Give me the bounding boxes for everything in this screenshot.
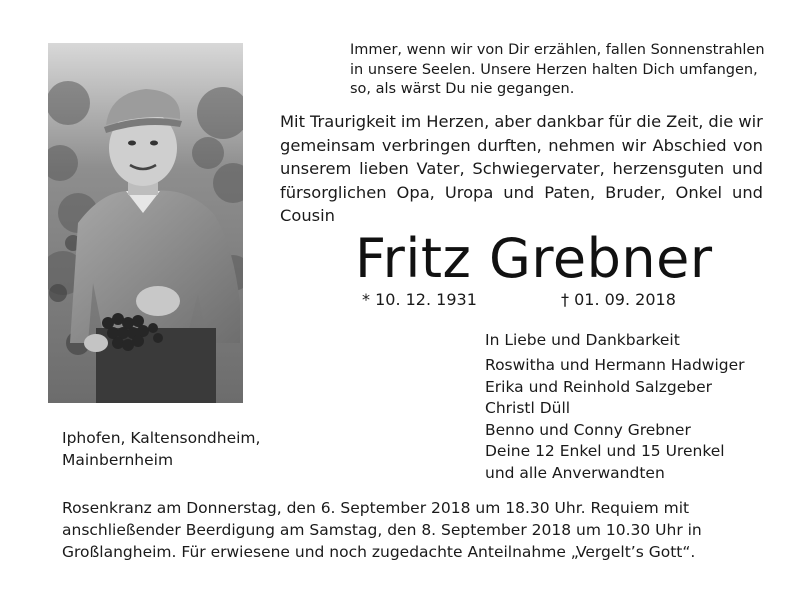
intro-word: von: [733, 135, 763, 155]
intro-word: Herzen,: [426, 112, 490, 131]
mourner-line: Benno und Conny Grebner: [485, 420, 691, 439]
intro-word: Uropa: [444, 182, 494, 202]
intro-word: und: [503, 182, 535, 202]
intro-word: und: [731, 159, 763, 178]
mourner-line: und alle Anverwandten: [485, 463, 665, 482]
funeral-line: Großlangheim. Für erwiesene und noch zugedachte Anteilnahme „Vergelt’s Gott“.: [62, 543, 696, 561]
deceased-name: Fritz Grebner: [355, 227, 713, 290]
mourner-line: Erika und Reinhold Salzgeber: [485, 377, 713, 396]
intro-word: Schwiegervater,: [472, 159, 605, 178]
mourner-line: Christl Düll: [485, 399, 571, 417]
intro-word: dankbar: [536, 112, 604, 131]
intro-word: aber: [494, 112, 532, 131]
mourners-intro: In Liebe und Dankbarkeit: [485, 331, 680, 349]
intro-line: [280, 134, 763, 158]
intro-line: [280, 110, 763, 134]
portrait-photo: [48, 43, 243, 403]
intro-word: Onkel: [675, 182, 723, 202]
intro-word: für: [608, 112, 632, 131]
funeral-line: anschließender Beerdigung am Samstag, den 8. September 2018 um 10.30 Uhr in: [62, 521, 702, 539]
intro-line: [280, 181, 763, 205]
intro-word: wir: [621, 135, 647, 155]
intro-paragraph: [280, 110, 763, 228]
intro-word: verbringen: [381, 135, 471, 155]
intro-word: Zeit,: [666, 112, 704, 131]
intro-word: die: [636, 112, 662, 131]
intro-word: Opa,: [396, 182, 435, 202]
quote-line: in unsere Seelen. Unsere Herzen halten Dich umfangen,: [350, 61, 758, 78]
intro-word: unserem: [280, 159, 352, 178]
intro-word: Bruder,: [605, 182, 666, 202]
place-line: Mainbernheim: [62, 450, 174, 469]
intro-word: Traurigkeit: [309, 112, 396, 131]
intro-word: Paten,: [544, 182, 596, 202]
mourner-line: Roswitha und Hermann Hadwiger: [485, 356, 745, 374]
intro-line: Cousin: [280, 206, 335, 225]
intro-word: und: [732, 182, 763, 202]
intro-word: gemeinsam: [280, 135, 376, 155]
intro-word: herzensguten: [612, 159, 725, 178]
mourner-line: Deine 12 Enkel und 15 Urenkel: [485, 442, 725, 460]
quote-line: Immer, wenn wir von Dir erzählen, fallen Sonnenstrahlen: [350, 42, 765, 58]
intro-line: [280, 157, 763, 181]
intro-word: Mit: [280, 112, 305, 131]
quote: [350, 41, 780, 100]
portrait-photo-drawing: [48, 43, 243, 403]
funeral-line: Rosenkranz am Donnerstag, den 6. September 2018 um 18.30 Uhr. Requiem mit: [62, 499, 690, 517]
birth-date: * 10. 12. 1931: [362, 290, 477, 309]
places: [62, 428, 260, 471]
intro-word: Abschied: [652, 135, 727, 155]
intro-word: im: [400, 112, 422, 131]
intro-word: durften,: [477, 135, 542, 155]
intro-word: lieben: [359, 159, 409, 178]
mourners-list: [485, 355, 745, 484]
intro-word: Vater,: [416, 159, 465, 178]
intro-word: wir: [738, 112, 763, 131]
death-date: † 01. 09. 2018: [561, 290, 676, 309]
place-line: Iphofen, Kaltensondheim,: [62, 429, 261, 447]
quote-line: so, als wärst Du nie gegangen.: [350, 81, 575, 97]
intro-word: fürsorglichen: [280, 182, 387, 202]
intro-word: nehmen: [548, 135, 616, 155]
intro-word: die: [708, 112, 734, 131]
funeral-info: [62, 497, 752, 563]
